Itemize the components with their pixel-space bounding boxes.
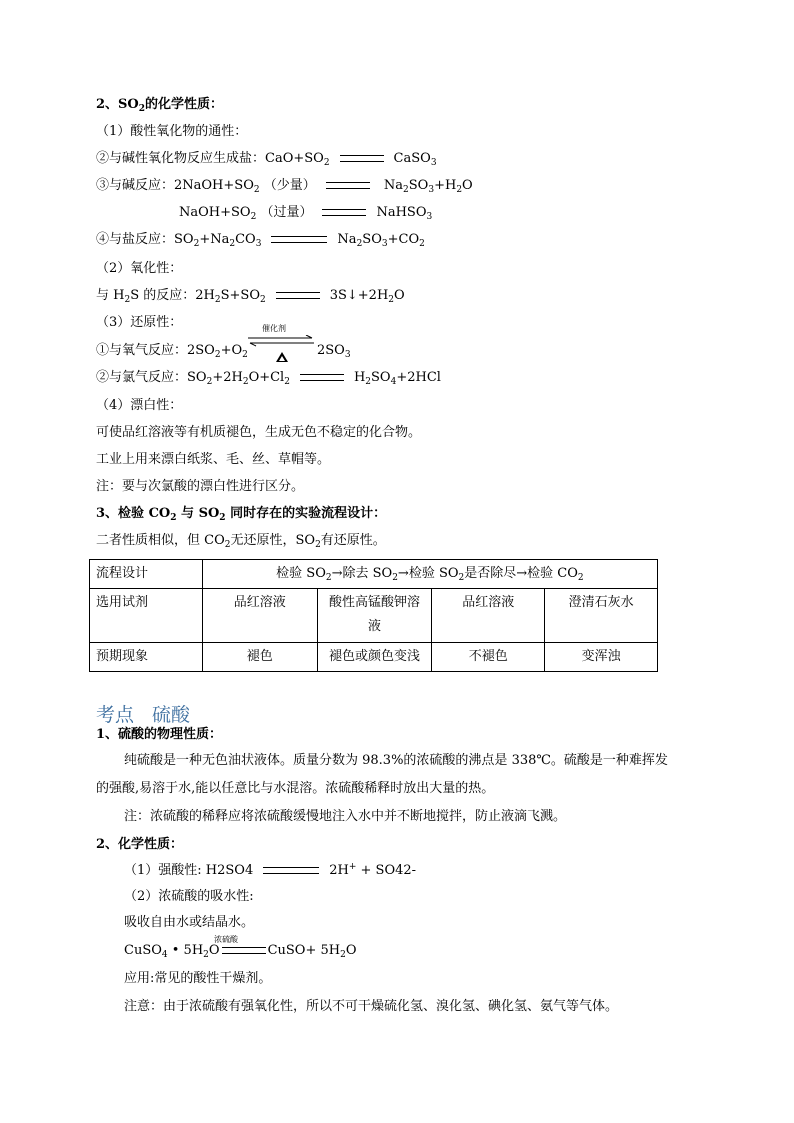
equation-naoh-excess: $NaOH+SO_2$ （过量） NaHSO$_3$ bbox=[179, 205, 433, 222]
equals-sign bbox=[276, 292, 320, 299]
bleaching-note: 注：要与次氯酸的漂白性进行区分。 bbox=[96, 479, 305, 494]
equation-oxygen-product: $2SO_3$ bbox=[317, 343, 351, 360]
equals-sign bbox=[300, 374, 344, 381]
equation-caso3: ②与碱性氧化物反应生成盐：$CaO+SO_2$ CaSO$_3$ bbox=[96, 151, 437, 168]
experiment-flow-table bbox=[89, 559, 658, 672]
table-cell: 褪色 bbox=[202, 643, 317, 672]
hygroscopic-text: 吸收自由水或结晶水。 bbox=[124, 915, 255, 930]
table-cell: 品红溶液 bbox=[202, 589, 317, 643]
subheading-oxidizing: （2）氧化性： bbox=[96, 261, 183, 276]
table-cell: 酸性高锰酸钾溶液 bbox=[317, 589, 432, 643]
table-cell: 流程设计 bbox=[90, 560, 203, 589]
table-row bbox=[90, 560, 658, 589]
equation-oxygen: ①与氧气反应：$2SO_2+O_2$ bbox=[96, 343, 248, 360]
physical-text-1: 纯硫酸是一种无色油状液体。质量分数为 98.3%的浓硫酸的沸点是 338℃。硫酸是一种难挥发 bbox=[124, 753, 668, 768]
caution-text: 注意：由于浓硫酸有强氧化性，所以不可干燥硫化氢、溴化氢、碘化氢、氨气等气体。 bbox=[124, 999, 619, 1014]
dilution-note: 注：浓硫酸的稀释应将浓硫酸缓慢地注入水中并不断地搅拌，防止液滴飞溅。 bbox=[124, 809, 567, 824]
table-cell: 选用试剂 bbox=[90, 589, 203, 643]
hygroscopic-title: （2）浓硫酸的吸水性: bbox=[124, 889, 254, 904]
topic-heading: 考点 硫酸 bbox=[96, 704, 191, 726]
equation-na2co3: ④与盐反应：$SO_2+Na_2CO_3$ $Na_2SO_3+CO_2$ bbox=[96, 232, 425, 249]
subheading-acidic-oxide: （1）酸性氧化物的通性： bbox=[96, 124, 248, 139]
detection-intro: 二者性质相似，但 $CO_2$无还原性，$SO_2$有还原性。 bbox=[96, 533, 386, 550]
conc-sulfuric-label: 浓硫酸 bbox=[214, 935, 238, 944]
table-cell: 不褪色 bbox=[432, 643, 545, 672]
table-cell: 变浑浊 bbox=[545, 643, 658, 672]
table-cell: 澄清石灰水 bbox=[545, 589, 658, 643]
table-cell: 褪色或颜色变浅 bbox=[317, 643, 432, 672]
equals-sign bbox=[326, 182, 370, 189]
bleaching-text-1: 可使品红溶液等有机质褪色，生成无色不稳定的化合物。 bbox=[96, 425, 422, 440]
equation-h2s: 与 $H_2S$ 的反应：$2H_2S+SO_2$ $3S↓+2H_2O$ bbox=[96, 288, 405, 305]
equals-sign bbox=[322, 209, 366, 216]
physical-properties-title: 1、硫酸的物理性质： bbox=[96, 727, 223, 742]
bleaching-text-2: 工业上用来漂白纸浆、毛、丝、草帽等。 bbox=[96, 452, 331, 467]
equation-naoh-small: ③与碱反应：$2NaOH+SO_2$ （少量） $Na_2SO_3+H_2O$ bbox=[96, 178, 473, 195]
chemical-properties-title: 2、化学性质： bbox=[96, 837, 184, 852]
reversible-arrow bbox=[248, 335, 314, 351]
table-row bbox=[90, 589, 658, 643]
physical-text-2: 的强酸,易溶于水,能以任意比与水混溶。浓硫酸稀释时放出大量的热。 bbox=[96, 781, 495, 796]
subheading-bleaching: （4）漂白性： bbox=[96, 398, 183, 413]
equals-sign bbox=[263, 867, 319, 874]
table-row bbox=[90, 643, 658, 672]
catalyst-label: 催化剂 bbox=[262, 324, 286, 333]
equals-sign bbox=[340, 155, 384, 162]
cuso4-equation: CuSO$_4$ • $5H_2O$ CuSO+ $5H_2O$ bbox=[124, 943, 357, 960]
subheading-reducing: （3）还原性： bbox=[96, 315, 183, 330]
application-text: 应用:常见的酸性干燥剂。 bbox=[124, 971, 272, 986]
table-cell: 品红溶液 bbox=[432, 589, 545, 643]
section-title-detection: 3、检验 $CO_2$ 与 $SO_2$ 同时存在的实验流程设计： bbox=[96, 506, 387, 523]
equals-sign bbox=[271, 236, 327, 243]
table-cell-flow: 检验 $SO_2\to$除去 $SO_2\to$检验 $SO_2$是否除尽→检验 $CO_2$ bbox=[202, 560, 657, 589]
strong-acid-equation: （1）强酸性: H2SO4 2H+ + SO42- bbox=[124, 862, 417, 878]
equals-sign bbox=[222, 947, 266, 954]
heat-triangle-icon bbox=[276, 352, 288, 362]
table-cell: 预期现象 bbox=[90, 643, 203, 672]
equation-chlorine: ②与氯气反应：$SO_2+2H_2O+Cl_2$ $H_2SO_4+2HCl$ bbox=[96, 370, 441, 387]
section-title-so2: 2、$SO_2$的化学性质： bbox=[96, 97, 224, 114]
